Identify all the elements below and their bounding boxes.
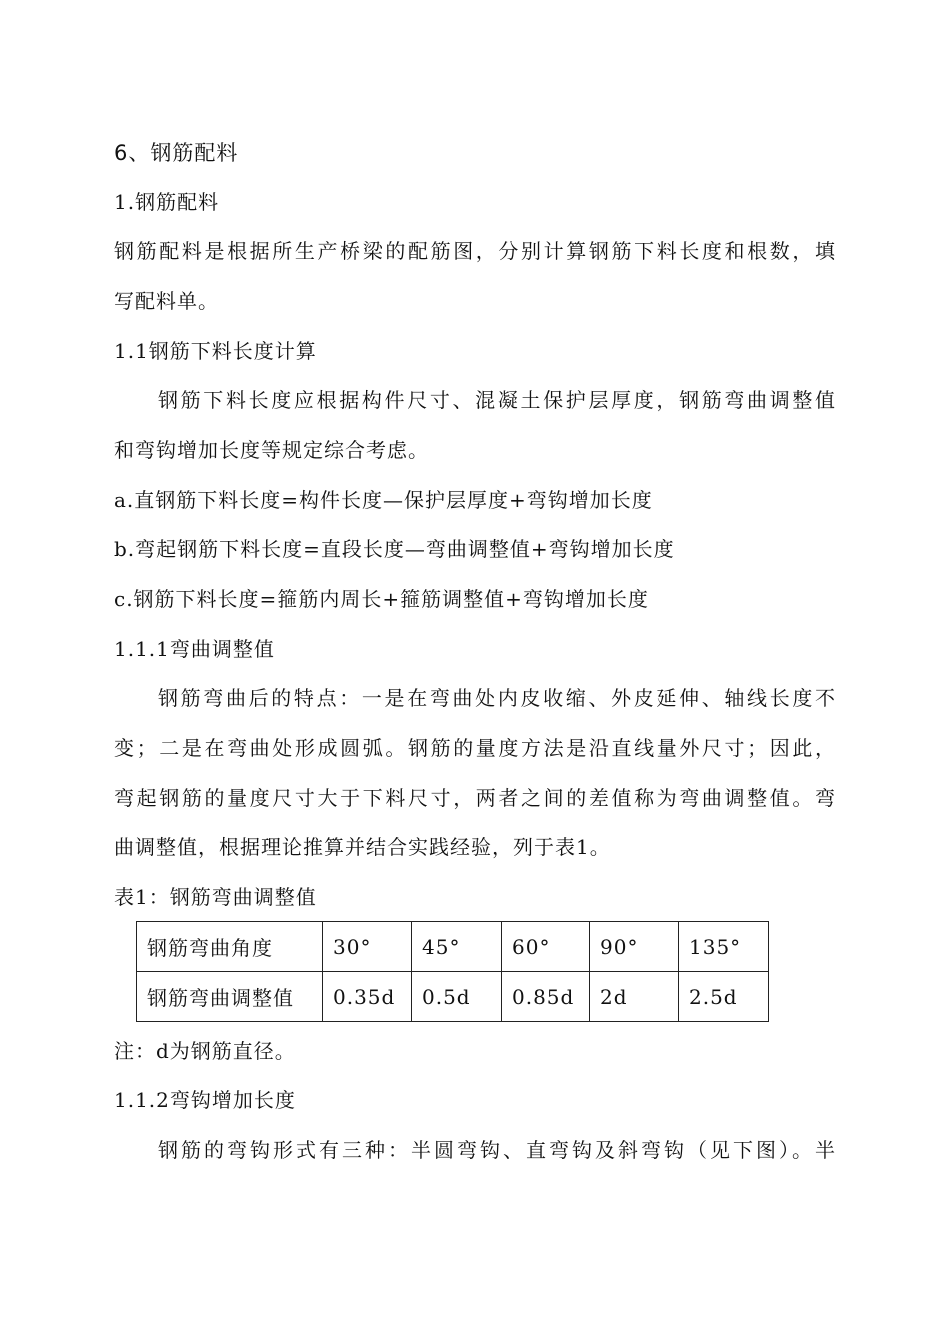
table-cell: 90° <box>590 922 679 972</box>
paragraph-line: 钢筋弯曲后的特点：一是在弯曲处内皮收缩、外皮延伸、轴线长度不 <box>158 686 836 710</box>
table-cell: 钢筋弯曲调整值 <box>137 972 323 1022</box>
subsection-title-1-1-2: 1.1.2弯钩增加长度 <box>114 1088 296 1112</box>
formula-line-a: a.直钢筋下料长度=构件长度—保护层厚度+弯钩增加长度 <box>114 488 653 512</box>
table-cell: 45° <box>412 922 502 972</box>
paragraph-line: 写配料单。 <box>114 289 219 313</box>
table-cell: 钢筋弯曲角度 <box>137 922 323 972</box>
paragraph-line: 弯起钢筋的量度尺寸大于下料尺寸，两者之间的差值称为弯曲调整值。弯 <box>114 786 836 810</box>
subsection-title-1: 1.钢筋配料 <box>114 190 220 214</box>
table-cell: 30° <box>323 922 412 972</box>
table-cell: 0.85d <box>502 972 590 1022</box>
subsection-title-1-1: 1.1钢筋下料长度计算 <box>114 339 317 363</box>
subsection-title-1-1-1: 1.1.1弯曲调整值 <box>114 637 275 661</box>
paragraph-line: 变；二是在弯曲处形成圆弧。钢筋的量度方法是沿直线量外尺寸；因此， <box>114 736 836 760</box>
paragraph-line: 曲调整值，根据理论推算并结合实践经验，列于表1。 <box>114 835 611 859</box>
table-cell: 0.35d <box>323 972 412 1022</box>
formula-line-b: b.弯起钢筋下料长度=直段长度—弯曲调整值+弯钩增加长度 <box>114 537 675 561</box>
paragraph-line: 钢筋下料长度应根据构件尺寸、混凝土保护层厚度，钢筋弯曲调整值 <box>158 388 836 412</box>
paragraph-line: 钢筋的弯钩形式有三种：半圆弯钩、直弯钩及斜弯钩（见下图）。半 <box>158 1138 836 1162</box>
table-cell: 60° <box>502 922 590 972</box>
table-cell: 135° <box>679 922 769 972</box>
table-caption: 表1：钢筋弯曲调整值 <box>114 885 317 909</box>
formula-line-c: c.钢筋下料长度=箍筋内周长+箍筋调整值+弯钩增加长度 <box>114 587 649 611</box>
paragraph-line: 钢筋配料是根据所生产桥梁的配筋图，分别计算钢筋下料长度和根数，填 <box>114 239 836 263</box>
table-note: 注：d为钢筋直径。 <box>114 1039 296 1063</box>
paragraph-line: 和弯钩增加长度等规定综合考虑。 <box>114 438 429 462</box>
table-row <box>137 922 769 972</box>
table-cell: 2.5d <box>679 972 769 1022</box>
table-cell: 0.5d <box>412 972 502 1022</box>
table-row <box>137 972 769 1022</box>
table-cell: 2d <box>590 972 679 1022</box>
section-title: 6、钢筋配料 <box>114 141 239 165</box>
bend-adjustment-table <box>136 921 769 1022</box>
